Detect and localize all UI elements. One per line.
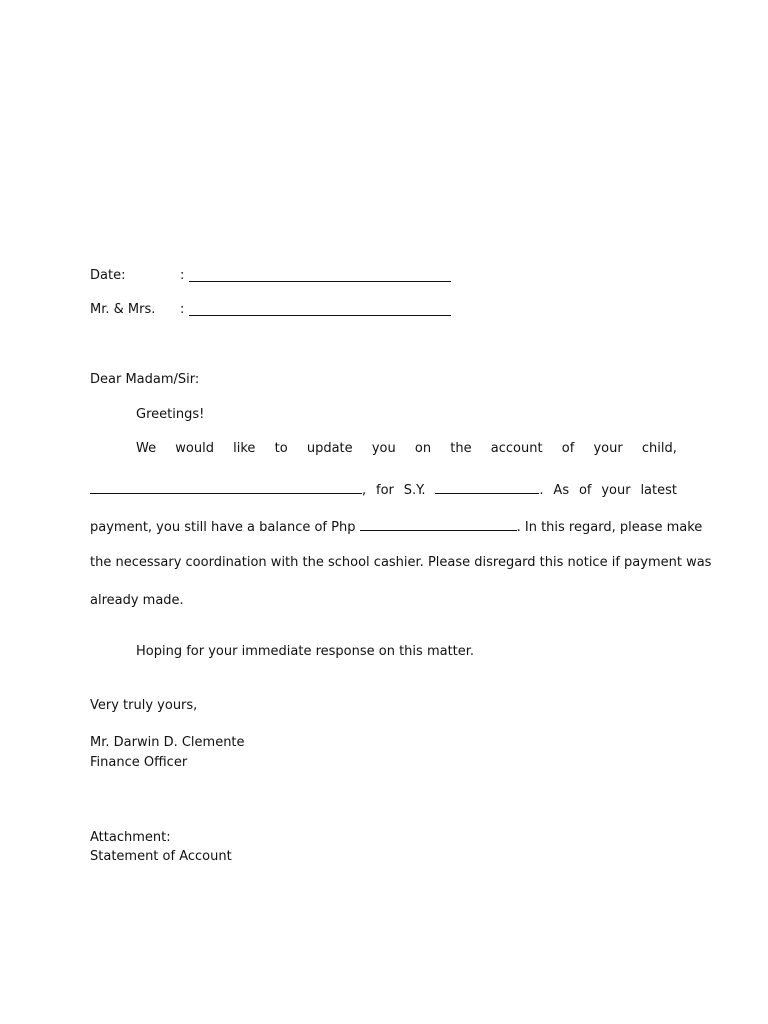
- for-word: for: [376, 483, 394, 498]
- line2-word: latest: [640, 483, 677, 498]
- salutation: Dear Madam/Sir:: [90, 372, 200, 387]
- date-blank-line: [189, 268, 451, 282]
- date-field-row: [90, 268, 490, 286]
- line2-word: your: [601, 483, 631, 498]
- parents-label: Mr. & Mrs.: [90, 302, 156, 317]
- date-colon: :: [180, 268, 185, 283]
- line1-word: child,: [641, 441, 677, 456]
- line2-word: As: [553, 483, 570, 498]
- line1-word: of: [561, 441, 575, 456]
- line1-word: on: [414, 441, 432, 456]
- child-name-blank-line: [90, 480, 362, 494]
- child-name-group: [90, 480, 366, 499]
- line1-word: to: [274, 441, 288, 456]
- paragraph-line-5: already made.: [90, 593, 184, 608]
- paragraph-line-1: [136, 441, 677, 457]
- paragraph-line-2: [90, 480, 677, 499]
- greeting: Greetings!: [136, 407, 205, 422]
- parents-blank-line: [189, 302, 451, 316]
- line1-word: your: [593, 441, 623, 456]
- sy-word: S.Y.: [403, 483, 426, 498]
- line1-word: account: [490, 441, 543, 456]
- complimentary-close: Very truly yours,: [90, 698, 198, 713]
- sy-group: [435, 480, 543, 499]
- paragraph-line-3: [90, 517, 702, 536]
- parents-field-row: [90, 302, 490, 320]
- school-year-blank-line: [435, 480, 539, 494]
- line1-word: you: [371, 441, 396, 456]
- line2-word: of: [578, 483, 592, 498]
- line1-word: update: [306, 441, 353, 456]
- signatory-title: Finance Officer: [90, 755, 188, 770]
- paragraph-line-4: the necessary coordination with the school cashier. Please disregard this notice if payment was: [90, 555, 712, 570]
- balance-blank-line: [360, 517, 517, 531]
- closing-paragraph: Hoping for your immediate response on this matter.: [136, 644, 475, 659]
- balance-text: payment, you still have a balance of Php: [90, 520, 356, 535]
- line1-word: We: [136, 441, 157, 456]
- balance-suffix-text: . In this regard, please make: [516, 520, 703, 535]
- parents-colon: :: [180, 302, 185, 317]
- period-after-sy: .: [539, 483, 544, 498]
- signatory-name: Mr. Darwin D. Clemente: [90, 735, 245, 750]
- line1-word: would: [175, 441, 214, 456]
- line1-word: like: [233, 441, 256, 456]
- attachment-item: Statement of Account: [90, 849, 232, 864]
- date-label: Date:: [90, 268, 126, 283]
- attachment-label: Attachment:: [90, 830, 171, 845]
- comma-after-name: ,: [362, 483, 367, 498]
- line1-word: the: [450, 441, 472, 456]
